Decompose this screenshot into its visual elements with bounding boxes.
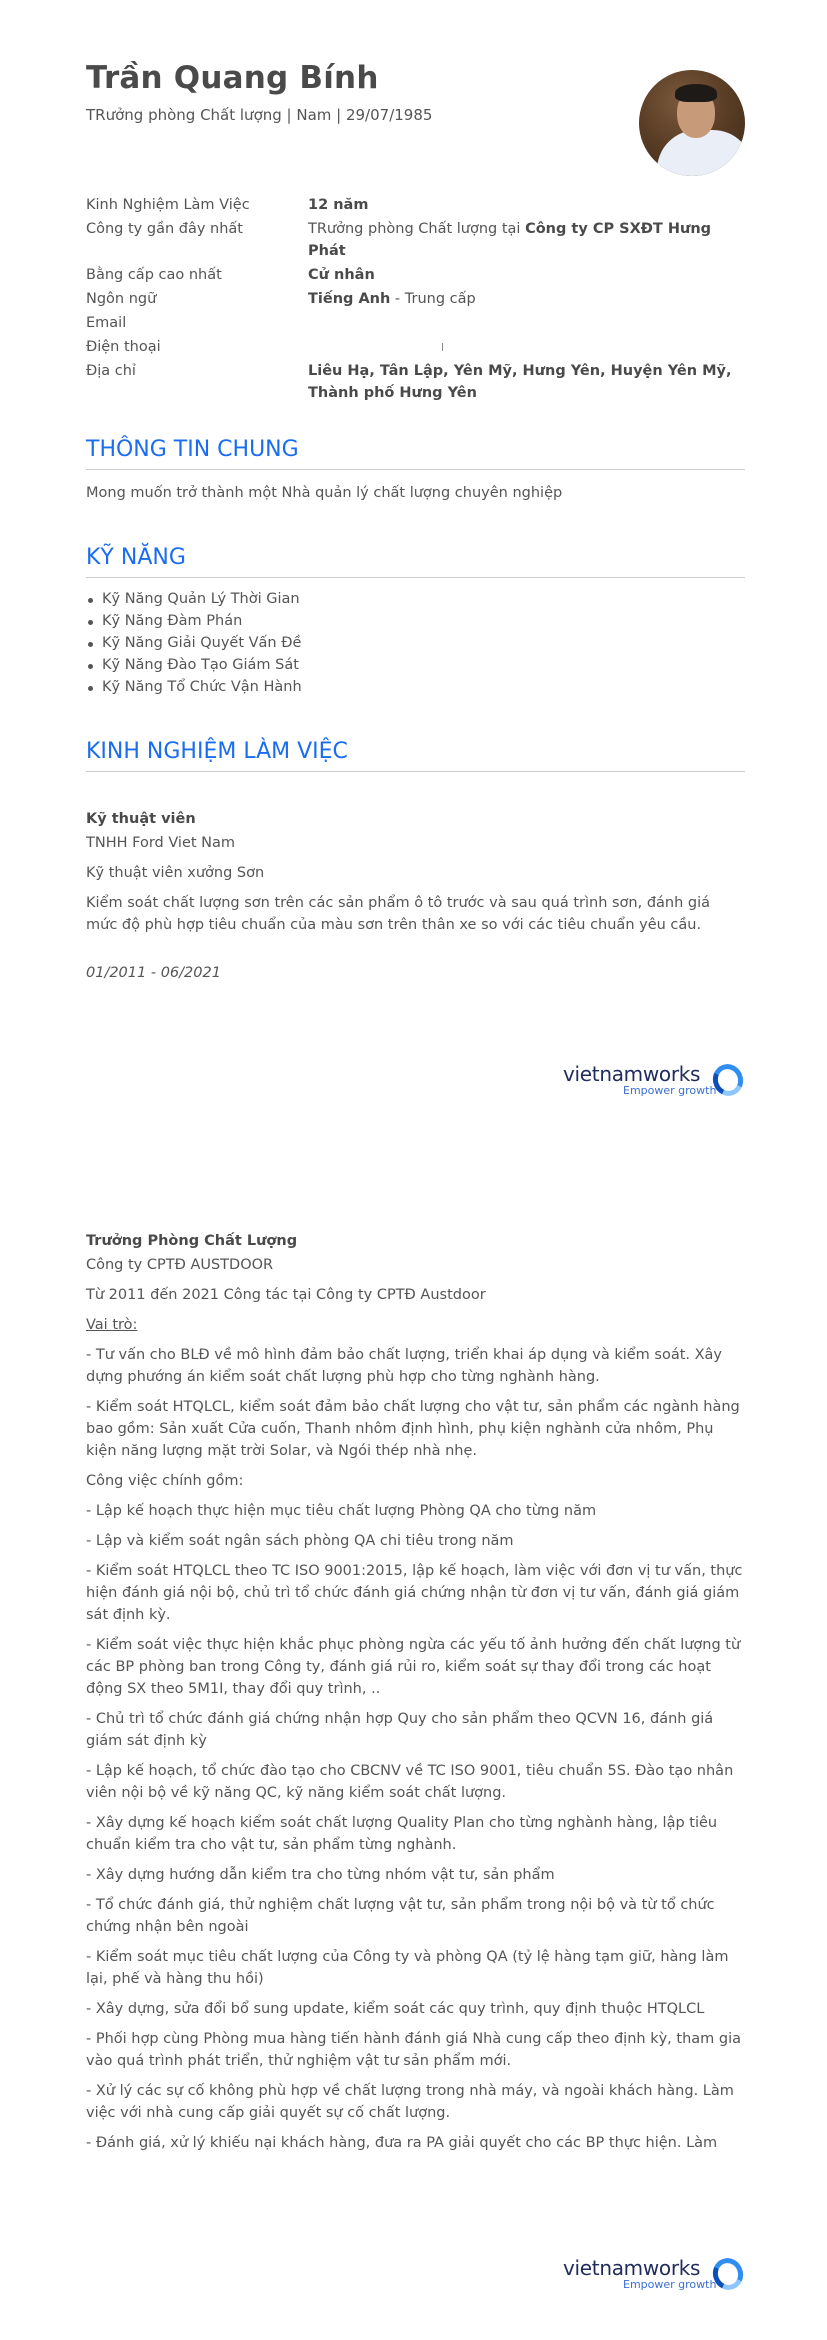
vietnamworks-logo — [563, 1062, 743, 1106]
language-level: - Trung cấp — [390, 291, 476, 307]
language-name: Tiếng Anh — [308, 291, 391, 307]
general-objective: Mong muốn trở thành một Nhà quản lý chất lượng chuyên nghiệp — [86, 485, 563, 501]
info-row-email — [86, 312, 745, 334]
task-item: - Chủ trì tổ chức đánh giá chứng nhận hợp Quy cho sản phẩm theo QCVN 16, đánh giá giám sát định kỳ — [86, 1711, 714, 1749]
info-table — [86, 194, 745, 404]
job-description: Kỹ thuật viên xưởng Sơn — [86, 865, 265, 881]
recent-position: TRưởng phòng Chất lượng tại — [308, 221, 526, 237]
info-row-address — [86, 360, 745, 404]
experience-years: 12 năm — [308, 197, 369, 213]
candidate-name: Trần Quang Bính — [86, 60, 379, 96]
job-title: Kỹ thuật viên — [86, 811, 196, 827]
info-label: Điện thoại — [86, 339, 161, 355]
job-entry — [86, 1230, 745, 2154]
job-entry — [86, 808, 745, 984]
info-value — [308, 360, 745, 404]
job-company: Công ty CPTĐ AUSTDOOR — [86, 1257, 274, 1273]
role-item: - Kiểm soát HTQLCL, kiểm soát đảm bảo chất lượng cho vật tư, sản phẩm các ngành hàng bao gồm: Sản xuất Cửa cuốn, Thanh nhôm định hình, phụ kiện nghành cửa nhôm, Phụ kiện năng lượng mặt trời Solar, và Ngói thép nhà nhẹ. — [86, 1399, 740, 1459]
info-row-phone — [86, 336, 745, 358]
task-item: - Kiểm soát HTQLCL theo TC ISO 9001:2015, lập kế hoạch, làm việc với đơn vị tư vấn, thực hiện đánh giá nội bộ, chủ trì tổ chức đánh giá chứng nhận từ đơn vị tư vấn, đánh giá giám sát định kỳ. — [86, 1563, 743, 1623]
info-label: Email — [86, 315, 127, 331]
section-general — [86, 436, 745, 504]
info-row-experience — [86, 194, 745, 216]
info-value — [308, 288, 745, 310]
task-item: - Xây dựng hướng dẫn kiểm tra cho từng nhóm vật tư, sản phẩm — [86, 1867, 555, 1883]
task-item: - Kiểm soát mục tiêu chất lượng của Công ty và phòng QA (tỷ lệ hàng tạm giữ, hàng làm lại, phế và hàng thu hồi) — [86, 1949, 729, 1987]
logo-tagline: Empower growth — [623, 1084, 717, 1097]
info-label: Ngôn ngữ — [86, 291, 157, 307]
tasks-label: Công việc chính gồm: — [86, 1473, 244, 1489]
skill-item: Kỹ Năng Đào Tạo Giám Sát — [86, 654, 745, 676]
avatar — [639, 70, 745, 176]
skill-item: Kỹ Năng Quản Lý Thời Gian — [86, 588, 745, 610]
task-item: - Phối hợp cùng Phòng mua hàng tiến hành đánh giá Nhà cung cấp theo định kỳ, tham gia vào quá trình phát triển, thử nghiệm vật tư sản phẩm mới. — [86, 2031, 741, 2069]
info-label: Bằng cấp cao nhất — [86, 267, 222, 283]
task-item: - Kiểm soát việc thực hiện khắc phục phòng ngừa các yếu tố ảnh hưởng đến chất lượng từ các BP phòng ban trong Công ty, đánh giá rủi ro, kiểm soát sự thay đổi trong các hoạt động SX theo 5M1I, thay đổi quy trình, .. — [86, 1637, 741, 1697]
candidate-subtitle: TRưởng phòng Chất lượng | Nam | 29/07/1985 — [86, 106, 433, 124]
task-item: - Lập kế hoạch thực hiện mục tiêu chất lượng Phòng QA cho từng năm — [86, 1503, 597, 1519]
info-row-recent-company — [86, 218, 745, 262]
skill-item: Kỹ Năng Đàm Phán — [86, 610, 745, 632]
skills-list — [86, 588, 745, 698]
recent-company-name: Công ty CP SXĐT Hưng Phát — [308, 221, 712, 259]
role-item: - Tư vấn cho BLĐ về mô hình đảm bảo chất lượng, triển khai áp dụng và kiểm soát. Xây dựng phướng án kiểm soát chất lượng phù hợp cho từng nghành hàng. — [86, 1347, 723, 1385]
section-experience — [86, 738, 745, 984]
skill-item: Kỹ Năng Giải Quyết Vấn Đề — [86, 632, 745, 654]
phone-placeholder-mark — [442, 343, 443, 351]
task-item: - Lập kế hoạch, tổ chức đào tạo cho CBCNV về TC ISO 9001, tiêu chuẩn 5S. Đào tạo nhân viên nội bộ về kỹ năng QC, kỹ năng kiểm soát chất lượng. — [86, 1763, 734, 1801]
task-item: - Xử lý các sự cố không phù hợp về chất lượng trong nhà máy, và ngoài khách hàng. Làm việc với nhà cung cấp giải quyết sự cố chất lượng. — [86, 2083, 734, 2121]
task-item: - Xây dựng kế hoạch kiểm soát chất lượng Quality Plan cho từng nghành hàng, lập tiêu chuẩn kiểm tra cho vật tư, sản phẩm từng nghành. — [86, 1815, 718, 1853]
info-row-degree — [86, 264, 745, 286]
info-label: Kinh Nghiệm Làm Việc — [86, 197, 250, 213]
info-value — [308, 264, 745, 286]
logo-wordmark: vietnamworks — [563, 2256, 701, 2280]
info-label: Địa chỉ — [86, 363, 136, 379]
logo-wordmark: vietnamworks — [563, 1062, 701, 1086]
job-intro: Từ 2011 đến 2021 Công tác tại Công ty CPTĐ Austdoor — [86, 1287, 486, 1303]
role-label: Vai trò: — [86, 1317, 138, 1333]
logo-tagline: Empower growth — [623, 2278, 717, 2291]
task-item: - Xây dựng, sửa đổi bổ sung update, kiểm soát các quy trình, quy định thuộc HTQLCL — [86, 2001, 705, 2017]
degree-value: Cử nhân — [308, 267, 375, 283]
section-skills — [86, 544, 745, 698]
task-item: - Đánh giá, xử lý khiếu nại khách hàng, đưa ra PA giải quyết cho các BP thực hiện. Làm — [86, 2135, 718, 2151]
info-row-language — [86, 288, 745, 310]
job-date-range: 01/2011 - 06/2021 — [86, 965, 221, 981]
cv-header — [86, 58, 745, 176]
section-title: KỸ NĂNG — [86, 544, 745, 578]
phone-value[interactable] — [308, 336, 745, 358]
job-title: Trưởng Phòng Chất Lượng — [86, 1233, 298, 1249]
vietnamworks-logo — [563, 2256, 743, 2300]
job-company: TNHH Ford Viet Nam — [86, 835, 236, 851]
task-item: - Lập và kiểm soát ngân sách phòng QA chi tiêu trong năm — [86, 1533, 514, 1549]
section-title: KINH NGHIỆM LÀM VIỆC — [86, 738, 745, 772]
task-item: - Tổ chức đánh giá, thử nghiệm chất lượng vật tư, sản phẩm trong nội bộ và từ tổ chức chứng nhận bên ngoài — [86, 1897, 715, 1935]
avatar-hair — [675, 84, 717, 102]
email-value[interactable] — [308, 312, 745, 334]
info-value — [308, 218, 745, 262]
skill-item: Kỹ Năng Tổ Chức Vận Hành — [86, 676, 745, 698]
info-label: Công ty gần đây nhất — [86, 221, 243, 237]
address-value: Liêu Hạ, Tân Lập, Yên Mỹ, Hưng Yên, Huyện Yên Mỹ, Thành phố Hưng Yên — [308, 363, 732, 401]
info-value — [308, 194, 745, 216]
section-title: THÔNG TIN CHUNG — [86, 436, 745, 470]
job-description: Kiểm soát chất lượng sơn trên các sản phẩm ô tô trước và sau quá trình sơn, đánh giá mức độ phù hợp tiêu chuẩn của màu sơn trên thân xe so với các tiêu chuẩn yêu cầu. — [86, 895, 711, 933]
cv-page-2 — [0, 1170, 827, 2340]
